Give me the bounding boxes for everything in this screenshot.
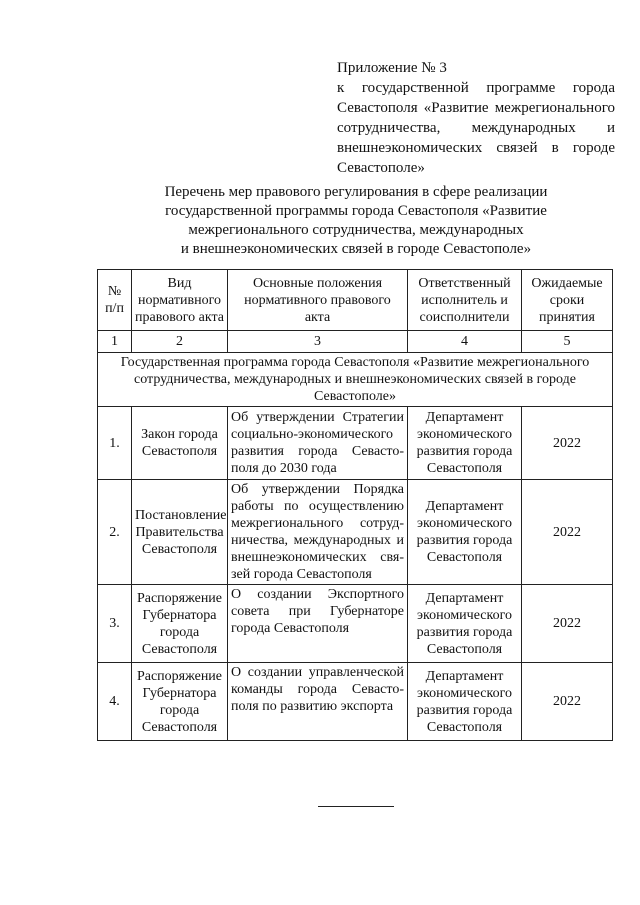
row-provisions: Об утверждении Порядка работы по осуществлению межрегионального сотруд-ничества, международных и внешнеэкономических свя-зей города Севастополя <box>228 480 408 585</box>
table-row <box>98 663 613 741</box>
column-index-cell: 1 <box>98 331 132 353</box>
row-executor: Департамент экономического развития города Севастополя <box>408 663 522 741</box>
row-term: 2022 <box>522 585 613 663</box>
closing-line <box>318 806 394 807</box>
document-title: Перечень мер правового регулирования в сфере реализации государственной программы города Севастополя «Развитие межрегионального сотрудничества, международных и внешнеэкономических связей в городе Севастополе» <box>164 184 548 257</box>
row-executor: Департамент экономического развития города Севастополя <box>408 480 522 585</box>
column-index-cell: 4 <box>408 331 522 353</box>
column-index-cell: 2 <box>132 331 228 353</box>
column-index-cell: 5 <box>522 331 613 353</box>
row-provisions: Об утверждении Стратегии социально-экономического развития города Севасто-поля до 2030 года <box>228 407 408 480</box>
row-term: 2022 <box>522 663 613 741</box>
measures-table <box>97 269 613 741</box>
row-number: 4. <box>98 663 132 741</box>
table-header-row <box>98 270 613 331</box>
row-term: 2022 <box>522 480 613 585</box>
row-number: 2. <box>98 480 132 585</box>
annex-block <box>337 58 615 178</box>
header-executor: Ответственный исполнитель и соисполнители <box>408 270 522 331</box>
column-index-cell: 3 <box>228 331 408 353</box>
row-number: 3. <box>98 585 132 663</box>
row-act-type: Постановление Правительства Севастополя <box>132 480 228 585</box>
annex-title: Приложение № 3 <box>337 60 447 76</box>
row-act-type: Распоряжение Губернатора города Севастополя <box>132 663 228 741</box>
section-title: Государственная программа города Севастополя «Развитие межрегионального сотрудничества, международных и внешнеэкономических связей в городе Севастополе» <box>98 353 613 407</box>
row-provisions: О создании управленческой команды города Севасто-поля по развитию экспорта <box>228 663 408 741</box>
table-row <box>98 585 613 663</box>
header-provisions: Основные положения нормативного правового акта <box>228 270 408 331</box>
row-executor: Департамент экономического развития города Севастополя <box>408 585 522 663</box>
section-row <box>98 353 613 407</box>
column-index-row <box>98 331 613 353</box>
row-executor: Департамент экономического развития города Севастополя <box>408 407 522 480</box>
row-act-type: Закон города Севастополя <box>132 407 228 480</box>
row-act-type: Распоряжение Губернатора города Севастополя <box>132 585 228 663</box>
row-provisions: О создании Экспортного совета при Губернаторе города Севастополя <box>228 585 408 663</box>
table-row <box>98 407 613 480</box>
header-number: № п/п <box>98 270 132 331</box>
row-number: 1. <box>98 407 132 480</box>
annex-text: к государственной программе города Севастополя «Развитие межрегионального сотрудничества, международных и внешнеэкономических связей в городе Севастополе» <box>337 80 615 176</box>
header-term: Ожидаемые сроки принятия <box>522 270 613 331</box>
row-term: 2022 <box>522 407 613 480</box>
table-row <box>98 480 613 585</box>
header-act-type: Вид нормативного правового акта <box>132 270 228 331</box>
